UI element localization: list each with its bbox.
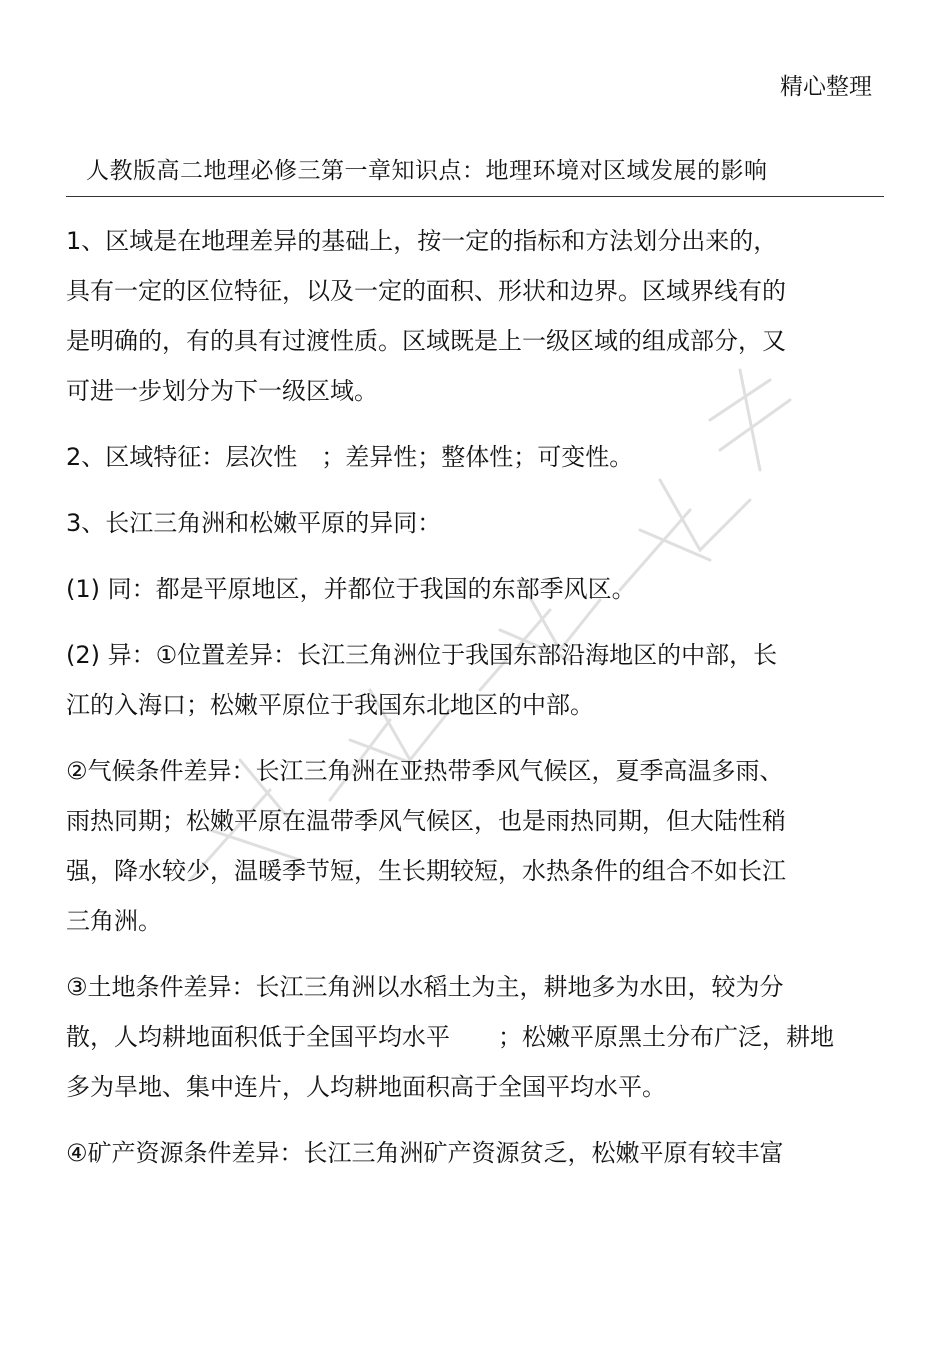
paragraph-line: 雨热同期；松嫩平原在温带季风气候区，也是雨热同期，但大陆性稍 [66,807,786,835]
header-note: 精心整理 [780,74,872,100]
paragraph-line: 可进一步划分为下一级区域。 [66,377,378,405]
paragraph-line: ③土地条件差异：长江三角洲以水稻土为主，耕地多为水田，较为分 [66,973,784,1001]
paragraph-line: 强，降水较少，温暖季节短，生长期较短，水热条件的组合不如长江 [66,857,786,885]
paragraph-line: 是明确的，有的具有过渡性质。区域既是上一级区域的组成部分，又 [66,327,786,355]
paragraph-line: 2、区域特征：层次性 ；差异性；整体性；可变性。 [66,443,634,471]
paragraph-line: (1) 同：都是平原地区，并都位于我国的东部季风区。 [66,575,636,603]
paragraph-line: (2) 异：①位置差异：长江三角洲位于我国东部沿海地区的中部，长 [66,641,778,669]
paragraph-line: ②气候条件差异：长江三角洲在亚热带季风气候区，夏季高温多雨、 [66,757,784,785]
document-title: 人教版高二地理必修三第一章知识点：地理环境对区域发展的影响 [86,158,768,184]
paragraph-line: 散，人均耕地面积低于全国平均水平 ；松嫩平原黑土分布广泛，耕地 [66,1023,834,1051]
paragraph-line: 多为旱地、集中连片，人均耕地面积高于全国平均水平。 [66,1073,666,1101]
paragraph-line: 三角洲。 [66,907,162,935]
paragraph-line: ④矿产资源条件差异：长江三角洲矿产资源贫乏，松嫩平原有较丰富 [66,1139,784,1167]
paragraph-line: 具有一定的区位特征，以及一定的面积、形状和边界。区域界线有的 [66,277,786,305]
title-divider [66,196,884,197]
paragraph-line: 1、区域是在地理差异的基础上，按一定的指标和方法划分出来的， [66,227,778,255]
paragraph-line: 江的入海口；松嫩平原位于我国东北地区的中部。 [66,691,594,719]
paragraph-line: 3、长江三角洲和松嫩平原的异同： [66,509,442,537]
